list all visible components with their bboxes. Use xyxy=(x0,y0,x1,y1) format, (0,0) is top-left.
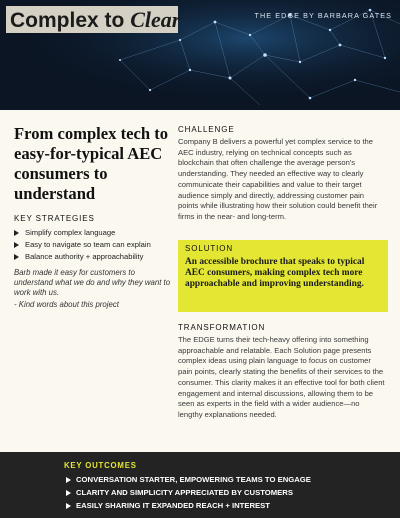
brand-title-box xyxy=(6,6,181,33)
list-item-text: Easy to navigate so team can explain xyxy=(25,240,151,249)
brand-title-emphasis: Clear xyxy=(130,6,181,32)
list-item-text: EASILY SHARING IT EXPANDED REACH + INTEREST xyxy=(76,501,270,510)
triangle-bullet-icon xyxy=(14,242,19,248)
list-item-text: CLARITY AND SIMPLICITY APPRECIATED BY CUSTOMERS xyxy=(76,488,293,497)
transformation-body: The EDGE turns their tech-heavy offering into something approachable and relatable. Each Solution page presents complex ideas using plain language to focus on customer pain points, clearly stating the benefits of their services to the consumer. This clarity makes it an effective tool for both client engagement and internal discussions, allowing them to be seen as experts in the field with a wider audience—no lengthy explanations needed. xyxy=(178,335,385,419)
triangle-bullet-icon xyxy=(14,230,19,236)
solution-body: An accessible brochure that speaks to typical AEC consumers, making complex tech more approachable and improving understanding. xyxy=(185,257,365,290)
key-strategies-list xyxy=(14,227,179,263)
triangle-bullet-icon xyxy=(66,503,71,509)
list-item xyxy=(66,499,311,512)
triangle-bullet-icon xyxy=(66,477,71,483)
solution-heading: SOLUTION xyxy=(185,244,234,253)
list-item-text: CONVERSATION STARTER, EMPOWERING TEAMS TO ENGAGE xyxy=(76,475,311,484)
list-item xyxy=(66,473,311,486)
byline: THE EDGE BY BARBARA GATES xyxy=(254,11,392,20)
testimonial-attribution: - Kind words about this project xyxy=(14,300,119,309)
brand-title xyxy=(10,7,180,33)
key-strategies-heading: KEY STRATEGIES xyxy=(14,214,95,223)
triangle-bullet-icon xyxy=(14,254,19,260)
testimonial-quote: Barb made it easy for customers to understand what we do and why they want to work with us. xyxy=(14,268,171,297)
transformation-heading: TRANSFORMATION xyxy=(178,323,266,332)
headline: From complex tech to easy-for-typical AEC consumers to understand xyxy=(14,124,169,203)
hero-banner xyxy=(0,0,400,110)
list-item xyxy=(14,251,179,263)
triangle-bullet-icon xyxy=(66,490,71,496)
list-item-text: Balance authority + approachability xyxy=(25,252,144,261)
key-outcomes-heading: KEY OUTCOMES xyxy=(64,461,137,470)
list-item xyxy=(14,227,179,239)
list-item xyxy=(14,239,179,251)
solution-callout xyxy=(178,240,388,312)
brand-title-main: Complex to xyxy=(10,8,131,32)
key-outcomes-list xyxy=(66,473,311,512)
challenge-body: Company B delivers a powerful yet complex service to the AEC industry, relying on technical concepts such as blockchain that often challenge the average person's understanding. They needed an effective way to clearly communicate their capabilities and value to their target audience simply and directly, addressing customer pain points while illustrating how their solution could benefit their firms in the near- and long-term. xyxy=(178,137,378,221)
challenge-heading: CHALLENGE xyxy=(178,125,235,134)
list-item xyxy=(66,486,311,499)
list-item-text: Simplify complex language xyxy=(25,228,116,237)
